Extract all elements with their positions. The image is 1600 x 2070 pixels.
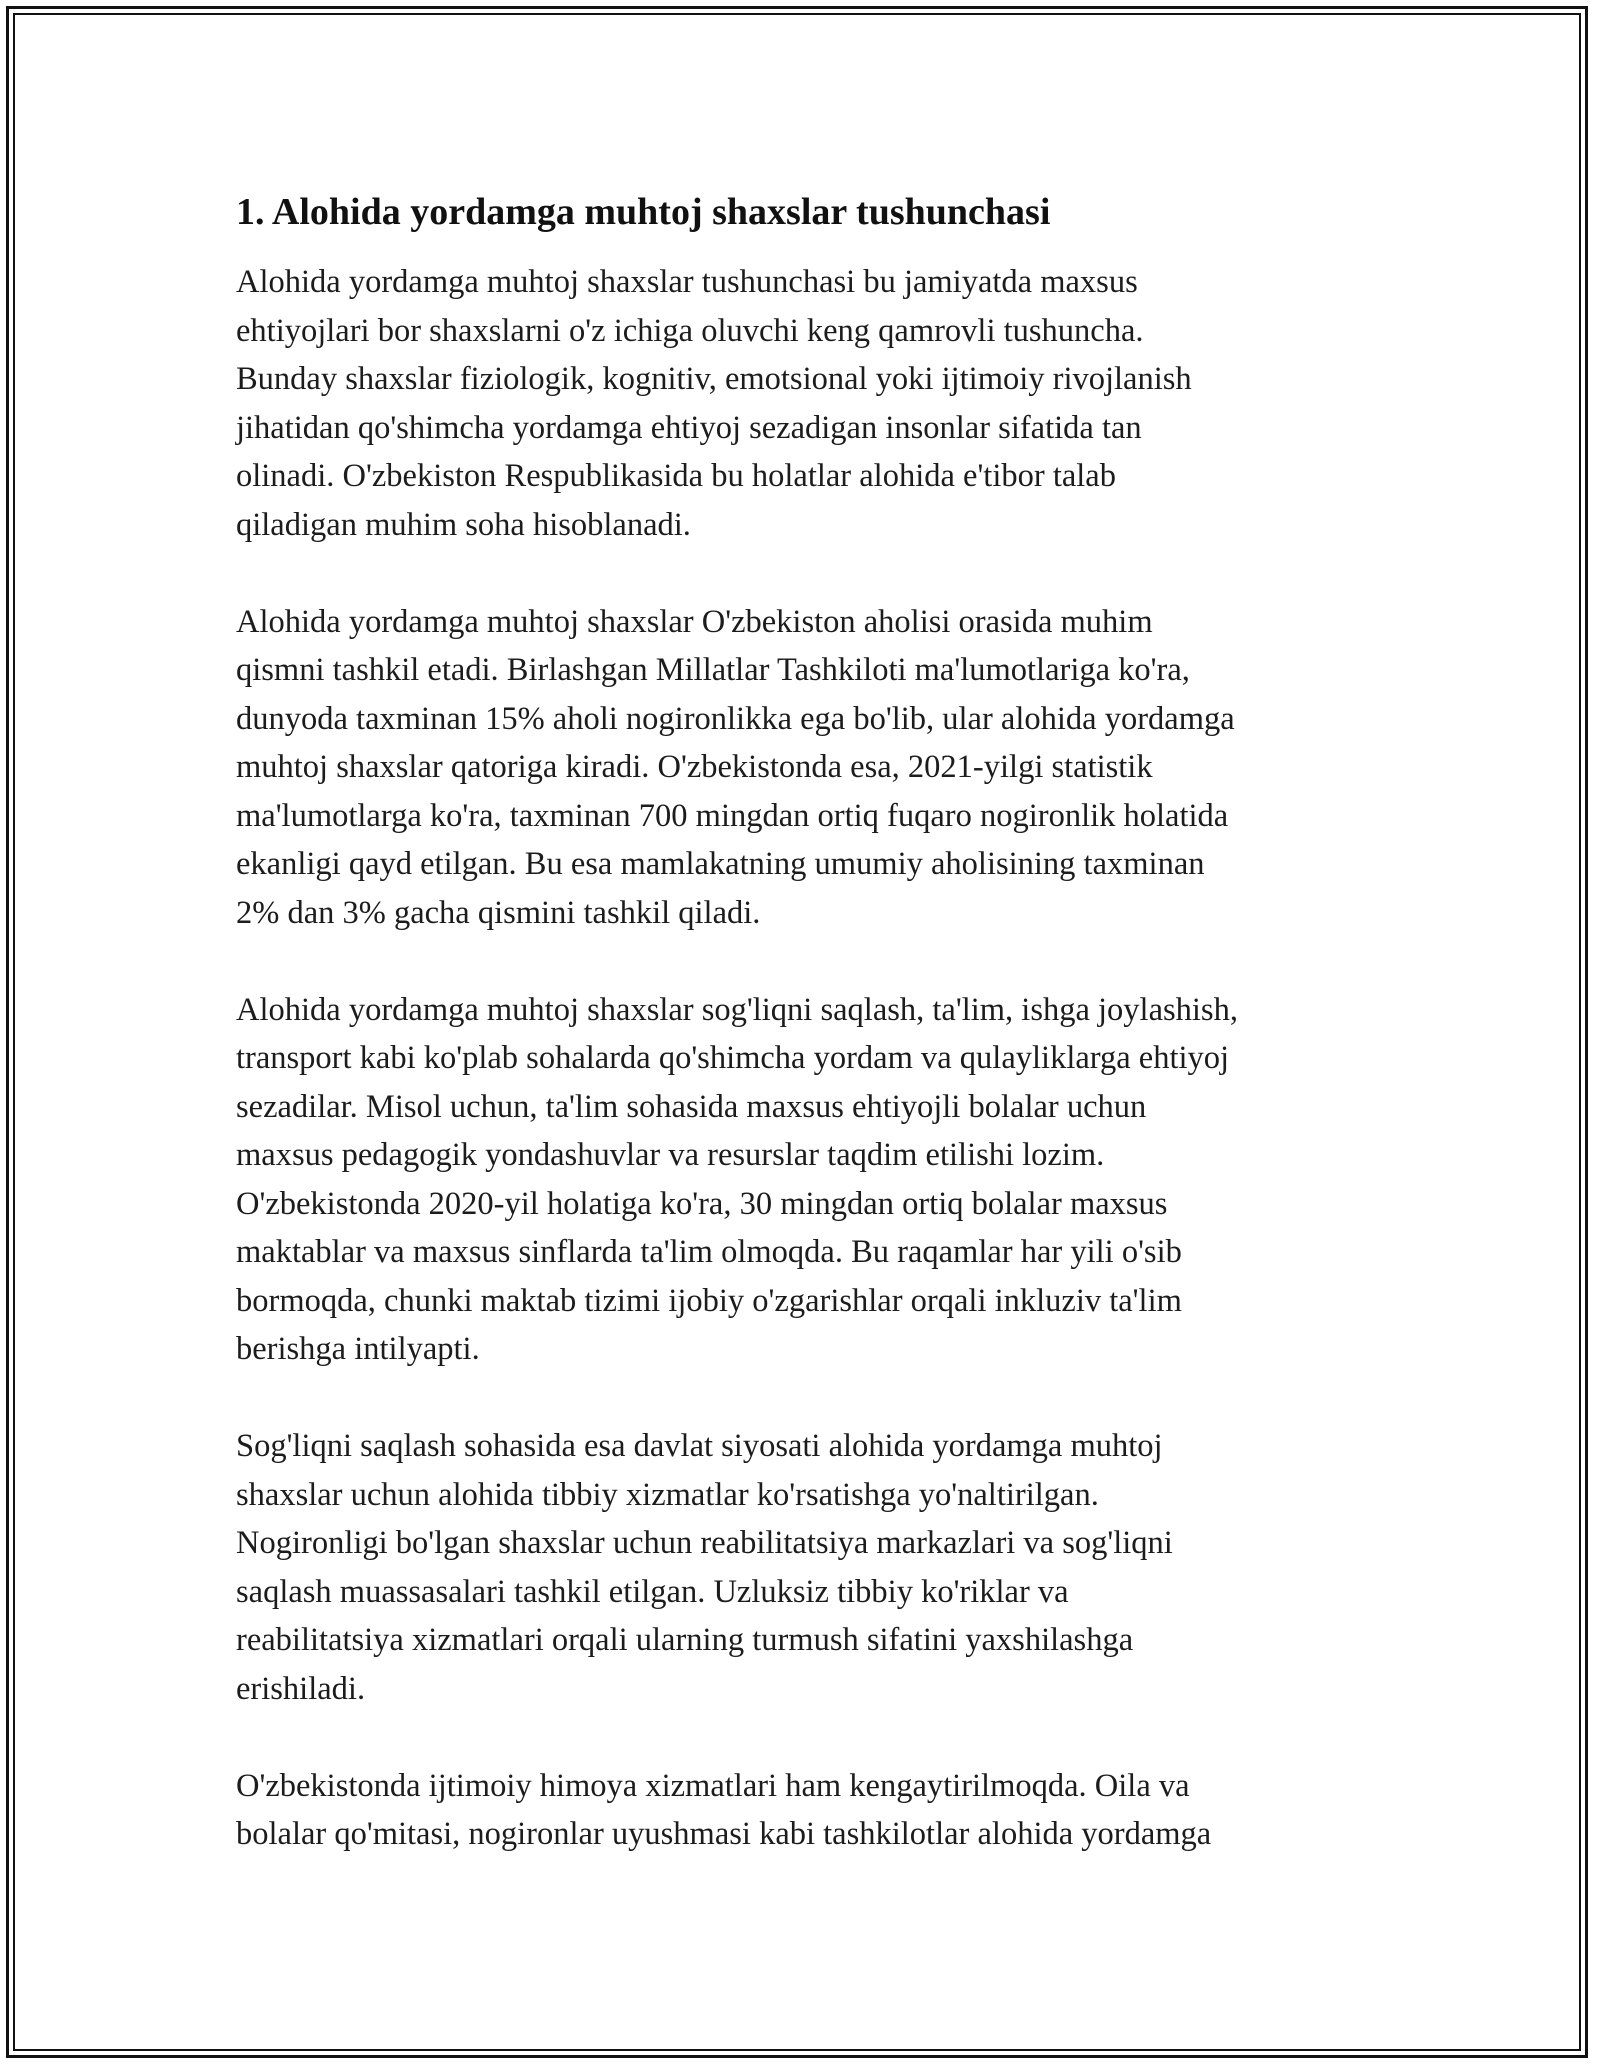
paragraph-line: 2% dan 3% gacha qismini tashkil qiladi.	[236, 894, 761, 931]
paragraph-line: dunyoda taxminan 15% aholi nogironlikka ega bo'lib, ular alohida yordamga	[236, 700, 1235, 737]
paragraph-line: Alohida yordamga muhtoj shaxslar sog'liqni saqlash, ta'lim, ishga joylashish,	[236, 991, 1238, 1028]
paragraph-2	[236, 598, 1386, 938]
paragraph-line: qiladigan muhim soha hisoblanadi.	[236, 506, 691, 543]
section-heading: 1. Alohida yordamga muhtoj shaxslar tushunchasi	[236, 191, 1051, 233]
document-body	[236, 186, 1386, 1907]
paragraph-line: transport kabi ko'plab sohalarda qo'shimcha yordam va qulayliklarga ehtiyoj	[236, 1040, 1230, 1076]
paragraph-line: Bunday shaxslar fiziologik, kognitiv, emotsional yoki ijtimoiy rivojlanish	[236, 361, 1192, 397]
paragraph-1	[236, 258, 1386, 549]
paragraph-line: Nogironligi bo'lgan shaxslar uchun reabilitatsiya markazlari va sog'liqni	[236, 1525, 1173, 1561]
paragraph-5	[236, 1762, 1386, 1859]
paragraph-line: ehtiyojlari bor shaxslarni o'z ichiga oluvchi keng qamrovli tushuncha.	[236, 312, 1144, 349]
paragraph-line: berishga intilyapti.	[236, 1331, 480, 1367]
paragraph-line: erishiladi.	[236, 1670, 366, 1707]
paragraph-line: bolalar qo'mitasi, nogironlar uyushmasi kabi tashkilotlar alohida yordamga	[236, 1816, 1212, 1852]
paragraph-line: Alohida yordamga muhtoj shaxslar tushunchasi bu jamiyatda maxsus	[236, 264, 1138, 300]
paragraph-line: O'zbekistonda ijtimoiy himoya xizmatlari ham kengaytirilmoqda. Oila va	[236, 1767, 1190, 1804]
paragraph-line: jihatidan qo'shimcha yordamga ehtiyoj sezadigan insonlar sifatida tan	[236, 409, 1142, 446]
paragraph-4	[236, 1422, 1386, 1713]
paragraph-line: qismni tashkil etadi. Birlashgan Millatlar Tashkiloti ma'lumotlariga ko'ra,	[236, 652, 1190, 688]
paragraph-line: reabilitatsiya xizmatlari orqali ularning turmush sifatini yaxshilashga	[236, 1622, 1134, 1658]
paragraph-line: maktablar va maxsus sinflarda ta'lim olmoqda. Bu raqamlar har yili o'sib	[236, 1234, 1182, 1270]
paragraph-line: olinadi. O'zbekiston Respublikasida bu holatlar alohida e'tibor talab	[236, 458, 1116, 494]
paragraph-line: Alohida yordamga muhtoj shaxslar O'zbekiston aholisi orasida muhim	[236, 603, 1153, 640]
paragraph-line: O'zbekistonda 2020-yil holatiga ko'ra, 30 mingdan ortiq bolalar maxsus	[236, 1185, 1168, 1222]
paragraph-line: ekanligi qayd etilgan. Bu esa mamlakatning umumiy aholisining taxminan	[236, 846, 1205, 882]
paragraph-line: ma'lumotlarga ko'ra, taxminan 700 mingdan ortiq fuqaro nogironlik holatida	[236, 797, 1229, 834]
paragraph-3	[236, 986, 1386, 1374]
paragraph-line: saqlash muassasalari tashkil etilgan. Uzluksiz tibbiy ko'riklar va	[236, 1573, 1069, 1610]
paragraph-line: sezadilar. Misol uchun, ta'lim sohasida maxsus ehtiyojli bolalar uchun	[236, 1088, 1147, 1125]
paragraph-line: maxsus pedagogik yondashuvlar va resurslar taqdim etilishi lozim.	[236, 1137, 1105, 1173]
paragraph-line: bormoqda, chunki maktab tizimi ijobiy o'zgarishlar orqali inkluziv ta'lim	[236, 1282, 1182, 1319]
paragraph-line: shaxslar uchun alohida tibbiy xizmatlar ko'rsatishga yo'naltirilgan.	[236, 1476, 1099, 1513]
paragraph-line: muhtoj shaxslar qatoriga kiradi. O'zbekistonda esa, 2021-yilgi statistik	[236, 749, 1153, 785]
paragraph-line: Sog'liqni saqlash sohasida esa davlat siyosati alohida yordamga muhtoj	[236, 1428, 1163, 1464]
